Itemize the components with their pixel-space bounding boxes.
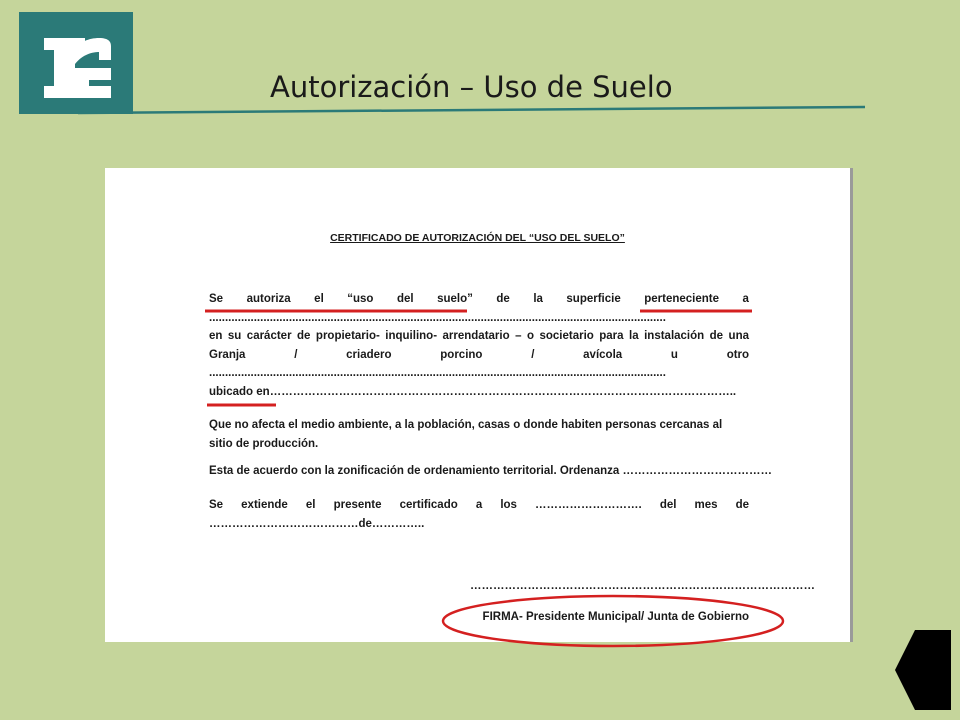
word: la [533,293,543,305]
word: el [305,499,316,511]
word: del [659,499,677,511]
word: autoriza [246,293,291,305]
zoning-paragraph: Esta de acuerdo con la zonificación de ordenamiento territorial. Ordenanza ………………………………… [209,465,772,477]
word: Se [209,499,224,511]
word: / [531,348,535,361]
word: porcino [440,348,483,361]
word: Se [209,293,224,305]
word: ………………………. [535,499,642,511]
authorization-line-4 [209,346,749,365]
word: / [294,348,298,361]
issue-date-paragraph [209,496,749,533]
certificate-title: CERTIFICADO DE AUTORIZACIÓN DEL “USO DEL SUELO” [330,232,625,244]
signature-label: FIRMA- Presidente Municipal/ Junta de Gobierno [482,611,749,623]
word: suelo” [437,293,473,305]
logo [19,12,133,114]
word: a [475,499,483,511]
word: a [742,293,749,305]
word: perteneciente [644,293,720,305]
word: criadero [346,348,392,361]
word: u [670,348,678,361]
word: el [314,293,324,305]
signature-line: ……………………………………………………………………………… [470,580,815,592]
authorization-line-3: en su carácter de propietario- inquilino- arrendatario – o societario para la instalación de una [209,330,749,342]
word: avícola [583,348,623,361]
word: los [500,499,517,511]
logo-icon [19,12,133,114]
word: superficie [566,293,621,305]
word: “uso [347,293,374,305]
authorization-line-1 [209,290,749,309]
environment-paragraph: Que no afecta el medio ambiente, a la población, casas o donde habiten personas cercanas al sitio de producción. [209,419,723,450]
word: mes [694,499,718,511]
word: de [735,499,750,511]
location-line: ubicado en………………………………………………………………………………………………………….. [209,385,737,398]
slide-title: Autorización – Uso de Suelo [270,70,673,104]
word: otro [726,348,750,361]
word: certificado [399,499,458,511]
word: presente [333,499,382,511]
blank-owner-line: ............................................................................................................................................... [209,311,666,324]
word: Granja [209,348,246,361]
issue-date-line-1 [209,496,749,515]
next-slide-icon[interactable] [895,630,951,710]
issue-date-line-2: …………………………………de………….. [209,517,425,530]
certificate-document [105,168,853,642]
authorization-paragraph [209,290,749,401]
word: del [396,293,414,305]
word: extiende [241,499,288,511]
word: de [496,293,510,305]
blank-activity-line: ............................................................................................................................................... [209,367,666,379]
